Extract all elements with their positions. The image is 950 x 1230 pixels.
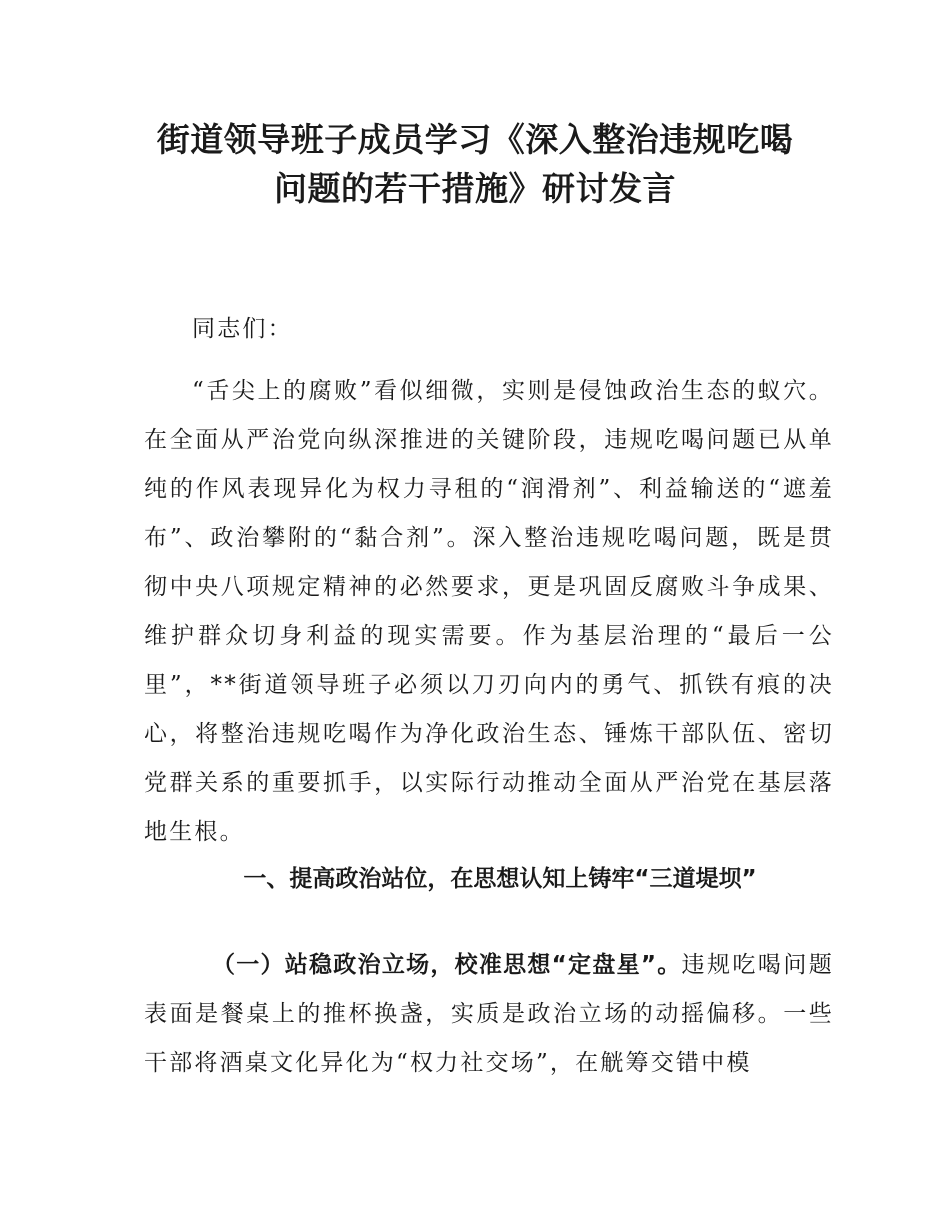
salutation: 同志们： [192, 316, 293, 342]
subsection-1-paragraph [144, 941, 834, 1088]
document-title-line-2: 问题的若干措施》研讨发言 [274, 169, 676, 208]
subsection-1-text: 违规吃喝问题表面是餐桌上的推杯换盏，实质是政治立场的动摇偏移。一些干部将酒桌文化异化为“权力社交场”，在觥筹交错中模 [144, 952, 834, 1076]
subsection-1-heading: （一）站稳政治立场，校准思想“定盘星”。 [212, 952, 682, 978]
intro-paragraph: “舌尖上的腐败”看似细微，实则是侵蚀政治生态的蚁穴。在全面从严治党向纵深推进的关键阶段，违规吃喝问题已从单纯的作风表现异化为权力寻租的“润滑剂”、利益输送的“遮羞布”、政治攀附的“黏合剂”。深入整治违规吃喝问题，既是贯彻中央八项规定精神的必然要求，更是巩固反腐败斗争成果、维护群众切身利益的现实需要。作为基层治理的“最后一公里”，**街道领导班子必须以刀刃向内的勇气、抓铁有痕的决心，将整治违规吃喝作为净化政治生态、锤炼干部队伍、密切党群关系的重要抓手，以实际行动推动全面从严治党在基层落地生根。 [144, 378, 834, 845]
document-title-line-1: 街道领导班子成员学习《深入整治违规吃喝 [156, 120, 794, 159]
section-1-heading: 一、提高政治站位，在思想认知上铸牢“三道堤坝” [243, 866, 757, 892]
